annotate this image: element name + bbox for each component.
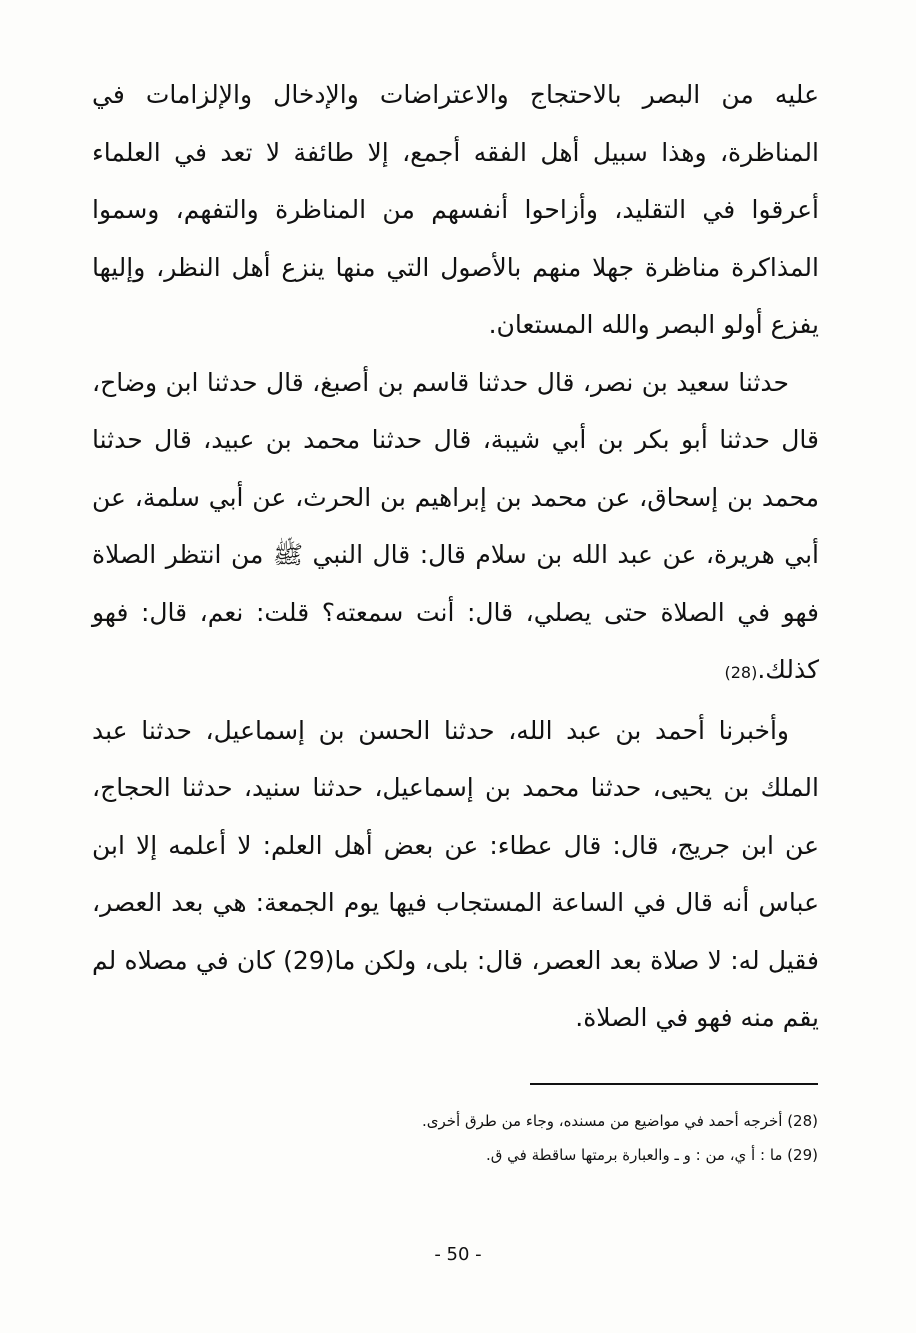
paragraph-2-text: حدثنا سعيد بن نصر، قال حدثنا قاسم بن أصبغ، قال حدثنا ابن وضاح، قال حدثنا أبو بكر بن أبي شيبة، قال حدثنا محمد بن عبيد، قال حدثنا محمد بن إسحاق، عن محمد بن إبراهيم بن الحرث، عن أبي سلمة، عن أبي هريرة، عن عبد الله بن سلام قال: قال النبي ﷺ من انتظر الصلاة فهو في الصلاة حتى يصلي، قال: أنت سمعته؟ قلت: نعم، قال: فهو كذلك. bbox=[92, 367, 819, 684]
paragraph-3 bbox=[92, 702, 819, 1047]
main-text bbox=[92, 66, 819, 1047]
footnote-28: (28) أخرجه أحمد في مواضيع من مسنده، وجاء من طرق أخرى. bbox=[421, 1112, 818, 1130]
footnotes bbox=[300, 1104, 818, 1172]
footnote-29: (29) ما : أ ي، من : و ـ والعبارة برمتها ساقطة في ق. bbox=[486, 1146, 818, 1164]
footnote-divider bbox=[530, 1083, 818, 1085]
paragraph-3-text: وأخبرنا أحمد بن عبد الله، حدثنا الحسن بن إسماعيل، حدثنا عبد الملك بن يحيى، حدثنا محمد بن إسماعيل، حدثنا سنيد، حدثنا الحجاج، عن ابن جريج، قال: قال عطاء: عن بعض أهل العلم: لا أعلمه إلا ابن عباس أنه قال في الساعة المستجاب فيها يوم الجمعة: هي بعد العصر، فقيل له: لا صلاة بعد العصر، قال: بلى، ولكن ما(29) كان في مصلاه لم يقم منه فهو في الصلاة. bbox=[92, 715, 819, 1032]
page-number: - 50 - bbox=[434, 1244, 482, 1265]
footnote-ref-28: (28) bbox=[724, 663, 758, 682]
paragraph-2 bbox=[92, 354, 819, 702]
paragraph-1-text: عليه من البصر بالاحتجاج والاعتراضات والإدخال والإلزامات في المناظرة، وهذا سبيل أهل الفقه أجمع، إلا طائفة لا تعد في العلماء أعرقوا في التقليد، وأزاحوا أنفسهم من المناظرة والتفهم، وسموا المذاكرة مناظرة جهلا منهم بالأصول التي منها ينزع أهل النظر، وإليها يفزع أولو البصر والله المستعان. bbox=[92, 80, 819, 339]
paragraph-1 bbox=[92, 66, 819, 354]
